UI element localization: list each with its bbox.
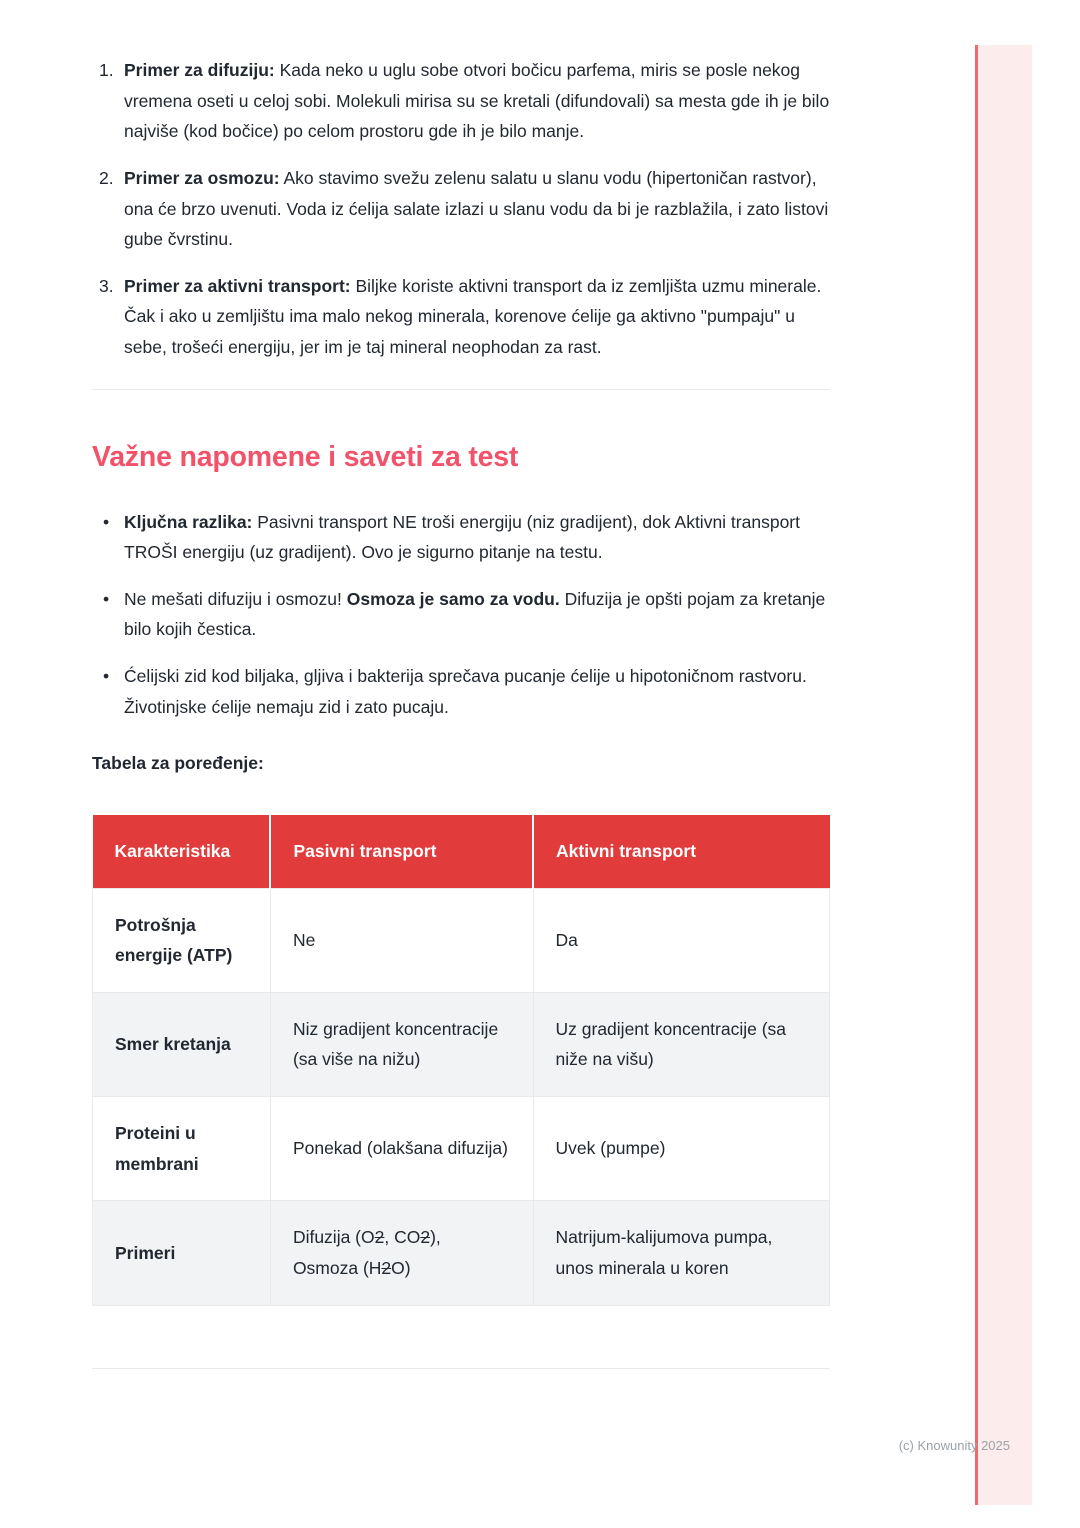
- text-segment: 2: [374, 1227, 385, 1248]
- table-cell: [533, 888, 829, 992]
- text-segment: Ne mešati difuziju i osmozu!: [124, 588, 347, 609]
- table-header-cell: Aktivni transport: [533, 815, 829, 888]
- table-intro-label: Tabela za poređenje:: [92, 753, 264, 774]
- table-cell: [270, 888, 533, 992]
- bullet-icon: •: [103, 511, 110, 532]
- table-header-cell: Pasivni transport: [270, 815, 533, 888]
- text-segment: Uz gradijent koncentracije (sa niže na višu): [555, 1018, 787, 1070]
- table-header-cell: Karakteristika: [93, 815, 271, 888]
- bold-text-segment: Primer za osmozu:: [124, 167, 280, 188]
- text-segment: Ponekad (olakšana difuzija): [292, 1138, 508, 1159]
- table-header-row: [93, 815, 830, 888]
- page-edge-stripe: [978, 45, 1032, 1505]
- bold-text-segment: Ključna razlika:: [124, 511, 253, 532]
- notes-bullet-list: [92, 507, 830, 723]
- bullet-list-item: [92, 584, 830, 645]
- section-heading: Važne napomene i saveti za test: [92, 440, 519, 473]
- list-number: 1.: [99, 60, 114, 80]
- text-segment: Biljke koriste aktivni transport da iz zemljišta uzmu minerale. Čak i ako u zemljištu ima malo nekog minerala, korenove ćelije ga aktivno "pumpaju" u sebe, trošeći energiju, jer im je taj mineral neophodan za rast.: [124, 275, 822, 357]
- text-segment: 2: [381, 1257, 392, 1278]
- bullet-icon: •: [103, 588, 110, 609]
- numbered-list-item: [92, 55, 830, 147]
- text-segment: Kada neko u uglu sobe otvori bočicu parfema, miris se posle nekog vremena oseti u celoj sobi. Molekuli mirisa su se kretali (difundovali) sa mesta gde ih je bilo najviše (kod bočice) po celom prostoru gde ih je bilo manje.: [124, 60, 830, 142]
- list-item-text: [124, 271, 830, 363]
- list-item-text: [124, 661, 830, 722]
- page-edge-line: [975, 45, 978, 1505]
- list-number: 3.: [99, 275, 114, 296]
- table-cell: [533, 992, 829, 1096]
- list-item-text: [124, 584, 830, 645]
- numbered-list-item: [92, 271, 830, 363]
- text-segment: ), Osmoza (H: [292, 1227, 441, 1278]
- list-item-text: [124, 55, 830, 147]
- text-segment: Ne: [292, 929, 316, 950]
- table-row-label: Proteini u membrani: [93, 1097, 271, 1201]
- table-row-label: Potrošnja energije (ATP): [93, 888, 271, 992]
- text-segment: Niz gradijent koncentracije (sa više na nižu): [292, 1018, 499, 1070]
- text-segment: Natrijum-kalijumova pumpa, unos minerala u koren: [555, 1227, 773, 1278]
- table-row-label: Smer kretanja: [93, 992, 271, 1096]
- table-row: [93, 1201, 830, 1305]
- table-cell: [270, 992, 533, 1096]
- table-body: [93, 888, 830, 1305]
- bullet-list-item: [92, 507, 830, 568]
- text-segment: Ćelijski zid kod biljaka, gljiva i bakterija sprečava pucanje ćelije u hipotoničnom rastvoru. Životinjske ćelije nemaju zid i zato pucaju.: [124, 666, 807, 717]
- numbered-list-item: [92, 163, 830, 255]
- text-segment: Ako stavimo svežu zelenu salatu u slanu vodu (hipertoničan rastvor), ona će brzo uvenuti. Voda iz ćelija salate izlazi u slanu vodu da bi je razblažila, i zato listovi gube čvrstinu.: [124, 167, 829, 250]
- text-segment: , CO: [384, 1227, 421, 1248]
- text-segment: Difuzija (O: [292, 1227, 375, 1248]
- text-segment: O): [391, 1257, 411, 1278]
- text-segment: Uvek (pumpe): [555, 1138, 666, 1159]
- footer-credit: (c) Knowunity 2025: [898, 1438, 1010, 1453]
- table-cell: [270, 1201, 533, 1305]
- text-segment: 2: [420, 1227, 431, 1248]
- list-number: 2.: [99, 167, 114, 188]
- table-row: [93, 888, 830, 992]
- table-cell: [270, 1097, 533, 1201]
- table-cell: [533, 1097, 829, 1201]
- examples-numbered-list: [92, 55, 830, 363]
- bullet-list-item: [92, 661, 830, 722]
- table-row-label: Primeri: [93, 1201, 271, 1305]
- table-row: [93, 992, 830, 1096]
- list-item-text: [124, 163, 830, 255]
- text-segment: Pasivni transport NE troši energiju (niz gradijent), dok Aktivni transport TROŠI energiju (uz gradijent). Ovo je sigurno pitanje na testu.: [124, 511, 800, 563]
- section-divider: [92, 389, 830, 390]
- list-item-text: [124, 507, 830, 568]
- bold-text-segment: Osmoza je samo za vodu.: [346, 588, 560, 609]
- table-header: [93, 815, 830, 888]
- table-row: [93, 1097, 830, 1201]
- text-segment: Difuzija je opšti pojam za kretanje bilo kojih čestica.: [124, 588, 826, 640]
- page-content: [92, 0, 830, 1369]
- bullet-icon: •: [103, 666, 110, 686]
- bold-text-segment: Primer za aktivni transport:: [124, 275, 351, 296]
- text-segment: Da: [555, 929, 578, 950]
- table-cell: [533, 1201, 829, 1305]
- bold-text-segment: Primer za difuziju:: [124, 60, 275, 80]
- comparison-table: [92, 815, 830, 1306]
- footer-divider: [92, 1368, 830, 1369]
